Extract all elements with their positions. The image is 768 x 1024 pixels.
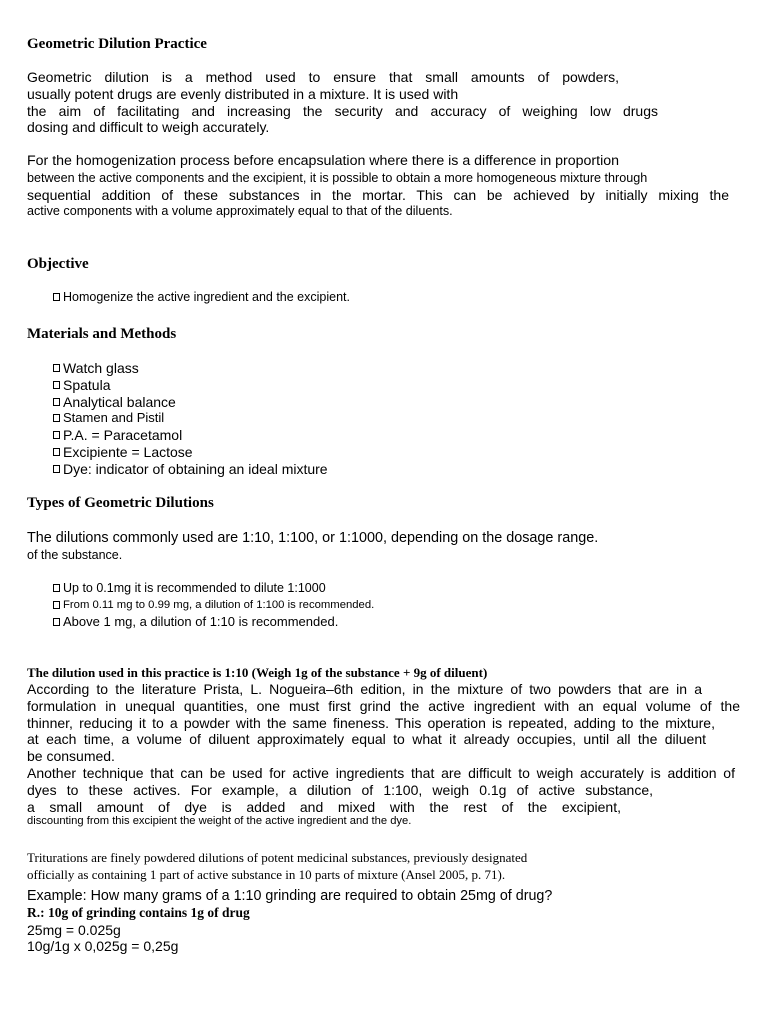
example-section [27, 888, 747, 955]
text-line: active components with a volume approximately equal to that of the diluents. [27, 204, 453, 219]
types-list [27, 580, 374, 630]
text-line: of the substance. [27, 547, 123, 562]
text-line: the aim of facilitating and increasing the security and accuracy of weighing low drugs [27, 102, 658, 119]
example-calculation: 25mg = 0.025g [27, 921, 121, 938]
checkbox-bullet-icon [53, 618, 60, 626]
text-line: discounting from this excipient the weight of the active ingredient and the dye. [27, 815, 412, 828]
text-line: be consumed. [27, 748, 115, 765]
checkbox-bullet-icon [53, 584, 60, 592]
page-title: Geometric Dilution Practice [27, 36, 207, 52]
checkbox-bullet-icon [53, 414, 60, 422]
text-line: Geometric dilution is a method used to ensure that small amounts of powders, [27, 69, 619, 85]
text-line: sequential addition of these substances in the mortar. This can be achieved by initially mixing the [27, 186, 729, 203]
practice-heading: The dilution used in this practice is 1:10 (Weigh 1g of the substance + 9g of diluent) [27, 665, 488, 680]
checkbox-bullet-icon [53, 601, 60, 609]
example-calculation: 10g/1g x 0,025g = 0,25g [27, 938, 179, 955]
list-item: Excipiente = Lactose [27, 444, 328, 461]
example-question: Example: How many grams of a 1:10 grinding are required to obtain 25mg of drug? [27, 888, 553, 904]
text-line: between the active components and the excipient, it is possible to obtain a more homogeneous mixture through [27, 170, 648, 185]
objective-list [27, 289, 350, 306]
text-line: usually potent drugs are evenly distributed in a mixture. It is used with [27, 85, 459, 102]
text-line: For the homogenization process before encapsulation where there is a difference in proportion [27, 153, 620, 169]
checkbox-bullet-icon [53, 465, 60, 473]
list-item: Up to 0.1mg it is recommended to dilute 1:1000 [27, 580, 374, 597]
list-item: Stamen and Pistil [27, 410, 328, 427]
list-item: From 0.11 mg to 0.99 mg, a dilution of 1:100 is recommended. [27, 597, 374, 614]
list-item: Analytical balance [27, 394, 328, 411]
text-line: Triturations are finely powdered dilutions of potent medicinal substances, previously designated [27, 850, 528, 865]
materials-list [27, 360, 328, 478]
checkbox-bullet-icon [53, 398, 60, 406]
practice-section [27, 664, 747, 828]
types-heading: Types of Geometric Dilutions [27, 495, 214, 511]
text-line: at each time, a volume of diluent approximately equal to what it already occupies, until all the diluent [27, 731, 706, 748]
materials-heading: Materials and Methods [27, 326, 177, 342]
list-item: P.A. = Paracetamol [27, 427, 328, 444]
example-answer: R.: 10g of grinding contains 1g of drug [27, 904, 250, 920]
checkbox-bullet-icon [53, 431, 60, 439]
types-intro [27, 530, 598, 564]
triturations-paragraph [27, 849, 747, 883]
checkbox-bullet-icon [53, 364, 60, 372]
text-line: The dilutions commonly used are 1:10, 1:100, or 1:1000, depending on the dosage range. [27, 530, 599, 546]
list-item: Above 1 mg, a dilution of 1:10 is recommended. [27, 614, 374, 631]
text-line: thinner, reducing it to a powder with the same fineness. This operation is repeated, adding to the mixture, [27, 714, 715, 731]
list-item: Dye: indicator of obtaining an ideal mixture [27, 461, 328, 478]
intro-paragraph-2 [27, 153, 747, 220]
checkbox-bullet-icon [53, 448, 60, 456]
text-line: officially as containing 1 part of active substance in 10 parts of mixture (Ansel 2005, p. 71). [27, 867, 506, 882]
checkbox-bullet-icon [53, 381, 60, 389]
text-line: According to the literature Prista, L. Nogueira–6th edition, in the mixture of two powders that are in a [27, 681, 702, 697]
checkbox-bullet-icon [53, 293, 60, 301]
text-line: formulation in unequal quantities, one must first grind the active ingredient with an equal volume of the [27, 697, 740, 714]
text-line: Another technique that can be used for active ingredients that are difficult to weigh accurately is addition of [27, 764, 735, 781]
list-item: Homogenize the active ingredient and the excipient. [27, 289, 350, 306]
list-item: Watch glass [27, 360, 328, 377]
objective-heading: Objective [27, 256, 89, 272]
text-line: dosing and difficult to weigh accurately. [27, 119, 270, 136]
intro-paragraph-1 [27, 69, 662, 136]
text-line: a small amount of dye is added and mixed with the rest of the excipient, [27, 798, 621, 815]
text-line: dyes to these actives. For example, a dilution of 1:100, weigh 0.1g of active substance, [27, 781, 653, 798]
list-item: Spatula [27, 377, 328, 394]
